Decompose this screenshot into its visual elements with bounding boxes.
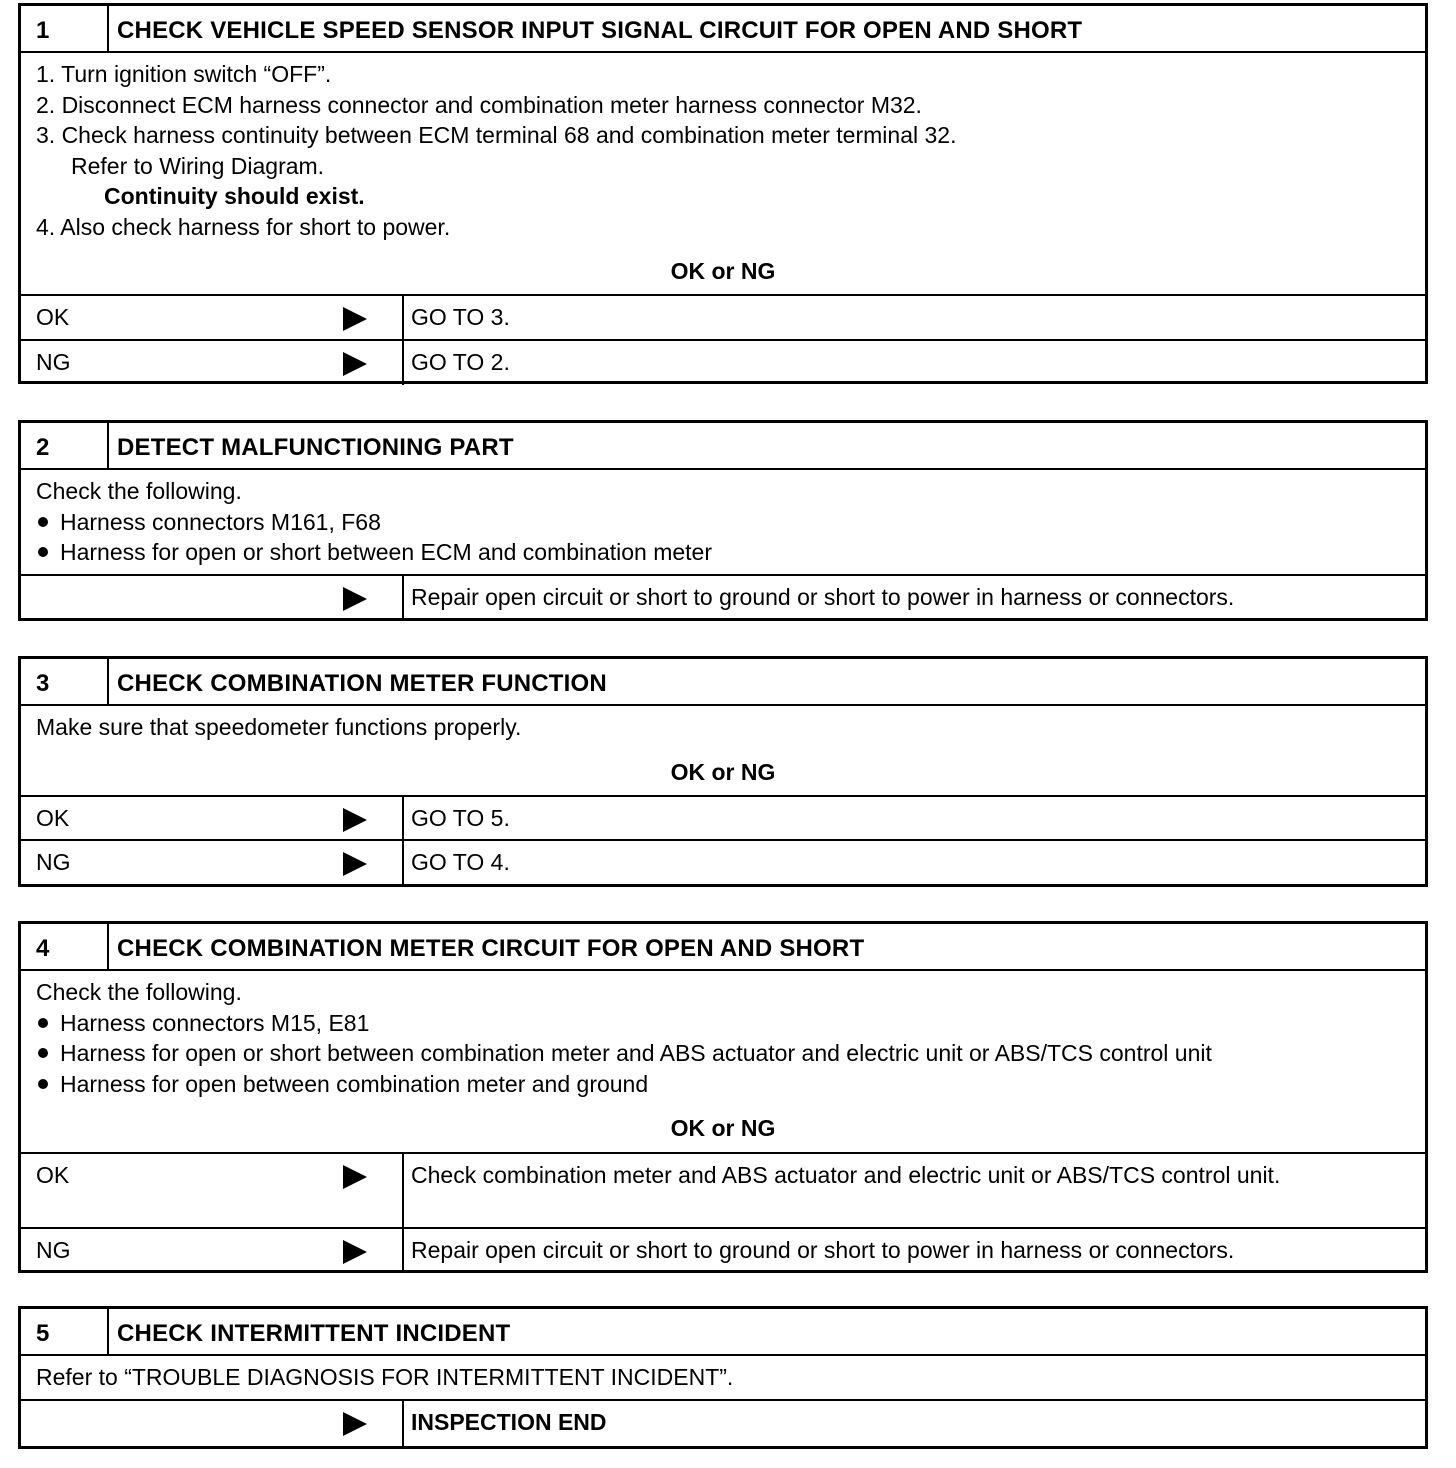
step-number: 2 [21, 423, 109, 468]
result-row-ok [21, 797, 1425, 841]
intro-text: Make sure that speedometer functions properly. [36, 714, 522, 740]
bullet-icon [38, 1048, 48, 1058]
step-title: CHECK COMBINATION METER FUNCTION [117, 670, 607, 697]
result-action: Check combination meter and ABS actuator and electric unit or ABS/TCS control unit. [411, 1162, 1281, 1188]
result-label-text: NG [36, 1237, 71, 1263]
bullet-icon [38, 1079, 48, 1089]
step-title: CHECK COMBINATION METER CIRCUIT FOR OPEN AND SHORT [117, 935, 865, 962]
step-4-body [21, 971, 1425, 1154]
instruction-line: 3. Check harness continuity between ECM terminal 68 and combination meter terminal 32. [36, 122, 957, 148]
result-action: GO TO 4. [411, 849, 510, 875]
result-label [21, 296, 404, 339]
intro-text: Refer to “TROUBLE DIAGNOSIS FOR INTERMITTENT INCIDENT”. [36, 1364, 734, 1390]
result-label [21, 1154, 404, 1227]
result-row-ok [21, 1154, 1425, 1229]
bullet-text: Harness for open or short between combination meter and ABS actuator and electric unit or ABS/TCS control unit [60, 1040, 1212, 1066]
bullet-icon [38, 547, 48, 557]
result-label-text: NG [36, 849, 71, 875]
result-row-ok [21, 296, 1425, 341]
result-label [21, 576, 404, 620]
result-label [21, 1229, 404, 1273]
arrow-right-icon [343, 852, 367, 876]
bullet-text: Harness for open or short between ECM and combination meter [60, 539, 712, 565]
step-3-box [18, 656, 1428, 887]
ok-or-ng-label: OK or NG [670, 758, 776, 785]
step-4-header [21, 924, 1425, 971]
step-1-body [21, 53, 1425, 296]
step-3-header [21, 659, 1425, 706]
bullet-item [36, 1038, 1410, 1069]
result-row-ng [21, 841, 1425, 885]
result-label-text: NG [36, 349, 71, 375]
result-action: GO TO 2. [411, 349, 510, 375]
step-1-box [18, 3, 1428, 384]
step-5-header [21, 1309, 1425, 1356]
step-2-box [18, 420, 1428, 621]
instruction-line: 4. Also check harness for short to power. [36, 213, 451, 240]
result-label-text: OK [36, 1162, 70, 1188]
bullet-icon [38, 1018, 48, 1028]
result-label-text: OK [36, 805, 70, 831]
step-2-body [21, 470, 1425, 576]
step-2-header [21, 423, 1425, 470]
result-action: GO TO 5. [411, 805, 510, 831]
bullet-text: Harness connectors M161, F68 [60, 508, 381, 535]
arrow-right-icon [343, 808, 367, 832]
result-action: INSPECTION END [411, 1409, 607, 1435]
step-5-box [18, 1306, 1428, 1449]
result-row-ng [21, 341, 1425, 385]
result-action: GO TO 3. [411, 304, 510, 330]
result-label [21, 841, 404, 885]
intro-text: Check the following. [36, 979, 242, 1005]
result-label [21, 797, 404, 839]
instruction-line: 2. Disconnect ECM harness connector and combination meter harness connector M32. [36, 91, 922, 118]
bullet-item [36, 1008, 1410, 1039]
result-row [21, 1401, 1425, 1446]
arrow-right-icon [343, 307, 367, 331]
result-row-ng [21, 1229, 1425, 1273]
bullet-text: Harness connectors M15, E81 [60, 1009, 370, 1036]
step-number: 4 [21, 924, 109, 969]
step-title: DETECT MALFUNCTIONING PART [117, 434, 514, 461]
arrow-right-icon [343, 587, 367, 611]
arrow-right-icon [343, 352, 367, 376]
bullet-item [36, 507, 1410, 538]
step-1-header [21, 6, 1425, 53]
step-4-box [18, 921, 1428, 1273]
bullet-icon [38, 517, 48, 527]
instruction-line: 1. Turn ignition switch “OFF”. [36, 61, 332, 87]
step-number: 1 [21, 6, 109, 51]
intro-text: Check the following. [36, 478, 242, 504]
arrow-right-icon [343, 1240, 367, 1264]
result-action: Repair open circuit or short to ground or short to power in harness or connectors. [411, 1237, 1235, 1263]
step-number: 3 [21, 659, 109, 704]
result-label-text: OK [36, 304, 70, 330]
step-number: 5 [21, 1309, 109, 1354]
result-action: Repair open circuit or short to ground or short to power in harness or connectors. [411, 584, 1235, 610]
step-3-body [21, 706, 1425, 797]
ok-or-ng-label: OK or NG [670, 258, 776, 284]
ok-or-ng-label: OK or NG [670, 1115, 776, 1141]
bullet-item [36, 1069, 1410, 1100]
bullet-item [36, 537, 1410, 568]
arrow-right-icon [343, 1165, 367, 1189]
bullet-text: Harness for open between combination meter and ground [60, 1070, 649, 1097]
spec-text: Continuity should exist. [104, 183, 365, 209]
result-row [21, 576, 1425, 620]
result-label [21, 341, 404, 385]
step-title: CHECK INTERMITTENT INCIDENT [117, 1320, 511, 1347]
arrow-right-icon [343, 1412, 367, 1436]
step-title: CHECK VEHICLE SPEED SENSOR INPUT SIGNAL CIRCUIT FOR OPEN AND SHORT [117, 17, 1083, 44]
instruction-line: Refer to Wiring Diagram. [71, 152, 325, 179]
result-label [21, 1401, 404, 1446]
step-5-body [21, 1356, 1425, 1401]
